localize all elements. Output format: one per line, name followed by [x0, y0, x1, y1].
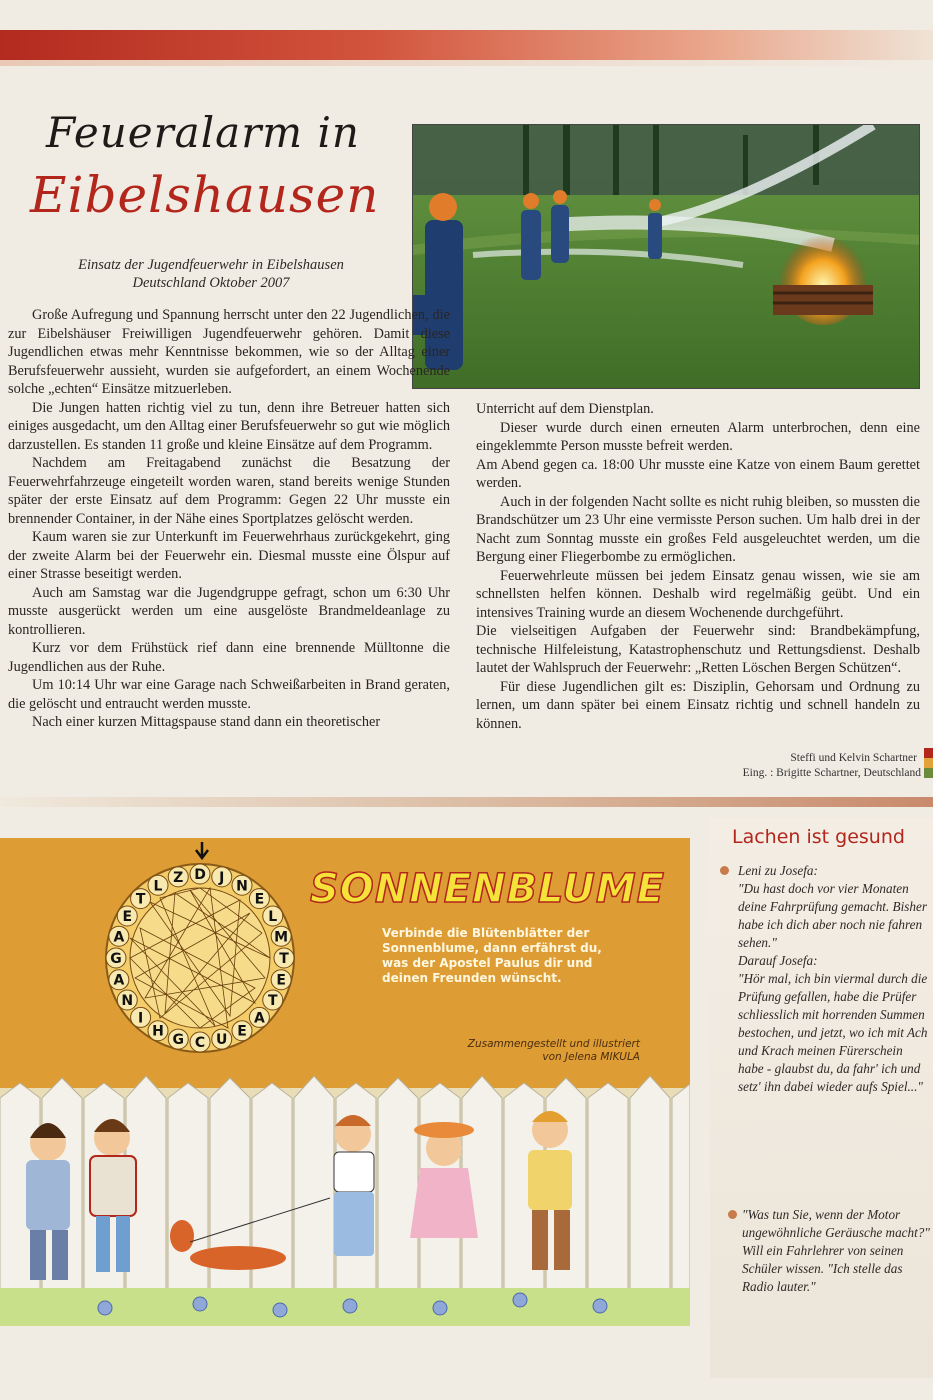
puzzle-title: SONNENBLUME: [310, 866, 665, 912]
jokes-sidebar: [710, 818, 933, 1378]
header-band: [0, 30, 933, 60]
paragraph: Am Abend gegen ca. 18:00 Uhr musste eine Katze von einem Baum gerettet werden.: [476, 456, 920, 491]
petal-letter: T: [135, 891, 146, 908]
subtitle-line2: Deutschland Oktober 2007: [132, 275, 290, 291]
joke-2: "Was tun Sie, wenn der Motor ungewöhnliche Geräusche macht?" Will ein Fahrlehrer von seinen Schüler wissen. "Ich stelle das Radio lauter.": [742, 1207, 930, 1294]
paragraph: Die Jungen hatten richtig viel zu tun, denn ihre Betreuer hatten sich einiges ausgedacht, um den Alltag einer Berufsfeuerwehr so gut wie möglich darzustellen. Es standen 11 große und kleine Einsätze auf dem Programm.: [8, 399, 450, 453]
petal-letter: L: [153, 878, 163, 895]
paragraph: Nachdem am Freitagabend zunächst die Besatzung der Feuerwehrfahrzeuge eingeteilt worden waren, stand bereits wenige Stunden später der erste Einsatz auf dem Programm: Gegen 22 Uhr musste ein brennender Container, in der Nähe eines Sportplatzes gelöscht werden.: [8, 455, 450, 527]
paragraph: Kurz vor dem Frühstück rief dann eine brennende Mülltonne die Jugendlichen aus der Ruhe.: [8, 640, 450, 675]
header-band-shadow: [0, 60, 933, 66]
sidebar-title: Lachen ist gesund: [732, 826, 905, 848]
firefighter-photo: [412, 124, 920, 389]
paragraph: Auch in der folgenden Nacht sollte es nicht ruhig bleiben, so mussten die Brandschützer um 23 Uhr eine vermisste Person suchen. Um halb drei in der Nacht zum Sonntag musste ein großes Feld ausgeleuchtet werden, um die Bergung einer Fliegerbombe zu ermöglichen.: [476, 493, 920, 565]
petal-letter: E: [122, 909, 133, 925]
joke-1: [738, 862, 928, 1096]
sunflower-puzzle: [0, 838, 690, 1326]
paragraph: Auch am Samstag war die Jugendgruppe gefragt, schon um 6:30 Uhr musste ausgerückt werden um eine ausgelöste Brandmeldeanlage zu kontrollieren.: [8, 584, 450, 638]
article-column-2: [476, 400, 920, 733]
joke-1-line: Darauf Josefa:: [738, 953, 818, 968]
petal-letter: U: [216, 1032, 228, 1049]
paragraph: Große Aufregung und Spannung herrscht unter den 22 Jugendlichen, die zur Eibelshäuser Freiwilligen Jugendfeuerwehr gehören. Damit diese Jugendlichen etwas mehr Kenntnisse bekommen, wie so der Alltag einer Berufsfeuerwehr aussieht, wurden sie aufgefordert, an einem Wochenende solche „echten“ Einsätze mitzuerleben.: [8, 307, 450, 397]
article-subtitle: [36, 256, 386, 292]
joke-1-line: "Hör mal, ich bin viermal durch die Prüfung gefallen, habe die Prüfer schliesslich mit horrenden Summen bestochen, und jetzt, wo ich mit Ach und Krach meinen Fürerschein habe - glaubst du, da fahr' ich und setz' ihn dabei wieder aufs Spiel...": [738, 971, 928, 1094]
petal-letter: E: [237, 1023, 247, 1040]
paragraph: Um 10:14 Uhr war eine Garage nach Schweißarbeiten in Brand geraten, die gelöscht und entraucht werden musste.: [8, 677, 450, 712]
paragraph: Dieser wurde durch einen erneuten Alarm unterbrochen, denn eine eingeklemmte Person musste befreit werden.: [476, 419, 920, 454]
article-title-line1: Feueralarm in: [46, 108, 360, 157]
puzzle-credit-line1: Zusammengestellt und illustriert: [467, 1038, 640, 1050]
petal-letter: G: [110, 951, 122, 967]
paragraph: Kaum waren sie zur Unterkunft im Feuerwehrhaus zurückgekehrt, ging der zweite Alarm bei der Feuerwehr ein. Diesmal musste eine Ölspur auf einer Strasse beseitigt werden.: [8, 529, 450, 582]
subtitle-line1: Einsatz der Jugendfeuerwehr in Eibelshausen: [78, 257, 344, 273]
submitter-credit: Eing. : Brigitte Schartner, Deutschland: [742, 767, 921, 779]
petal-letter: H: [152, 1023, 164, 1040]
petal-letter: T: [279, 951, 289, 967]
paragraph: Für diese Jugendlichen gilt es: Disziplin, Gehorsam und Ordnung zu lernen, um dann später bei einem Einsatz richtig und schnell handeln zu können.: [476, 678, 920, 732]
petal-letter: L: [268, 909, 278, 925]
bullet-icon: [720, 866, 729, 875]
paragraph: Nach einer kurzen Mittagspause stand dann ein theoretischer: [32, 714, 381, 730]
puzzle-credit-line2: von Jelena MIKULA: [542, 1051, 640, 1063]
petal-letter: E: [254, 891, 265, 908]
puzzle-instructions: Verbinde die Blütenblätter der Sonnenblume, dann erfährst du, was der Apostel Paulus dir und deinen Freunden wünscht.: [382, 926, 602, 985]
article-column-1: [8, 306, 450, 732]
joke-1-line: "Du hast doch vor vier Monaten deine Fahrprüfung gemacht. Bisher habe ich dich aber noch nie fahren sehen.": [738, 881, 927, 950]
bullet-icon: [728, 1210, 737, 1219]
petal-letter: G: [172, 1032, 185, 1049]
petal-letter: T: [267, 993, 278, 1009]
section-divider: [0, 797, 933, 807]
petal-letter: I: [137, 1010, 144, 1027]
petal-letter: C: [194, 1035, 206, 1051]
petal-letter: A: [113, 972, 125, 989]
petal-letter: J: [219, 869, 225, 886]
edge-color-marks: [924, 748, 933, 778]
petal-letter: D: [194, 867, 206, 883]
paragraph: Feuerwehrleute müssen bei jedem Einsatz genau wissen, wie sie am schnellsten helfen können. Deshalb wird regelmäßig geübt. Und ein intensives Training wurde an diesem Wochenende durchgeführt.: [476, 567, 920, 621]
paragraph: Die vielseitigen Aufgaben der Feuerwehr sind: Brandbekämpfung, technische Hilfeleistung, Katastrophenschutz und Rettungsdienst. Deshalb lautet der Wahlspruch der Feuerwehr: „Retten Löschen Bergen Schützen“.: [476, 623, 920, 676]
petal-letter: Z: [173, 869, 184, 886]
petal-letter: A: [113, 929, 125, 946]
author-credit: Steffi und Kelvin Schartner: [790, 752, 917, 764]
joke-1-line: Leni zu Josefa:: [738, 863, 818, 878]
puzzle-credit: [440, 1038, 640, 1064]
petal-letter: N: [121, 993, 134, 1009]
petal-letter: A: [253, 1010, 265, 1027]
article-title-line2: Eibelshausen: [30, 166, 380, 224]
petal-letter: M: [274, 929, 289, 946]
paragraph: Unterricht auf dem Dienstplan.: [476, 401, 654, 417]
petal-letter: E: [276, 972, 286, 989]
petal-letter: N: [236, 878, 248, 895]
